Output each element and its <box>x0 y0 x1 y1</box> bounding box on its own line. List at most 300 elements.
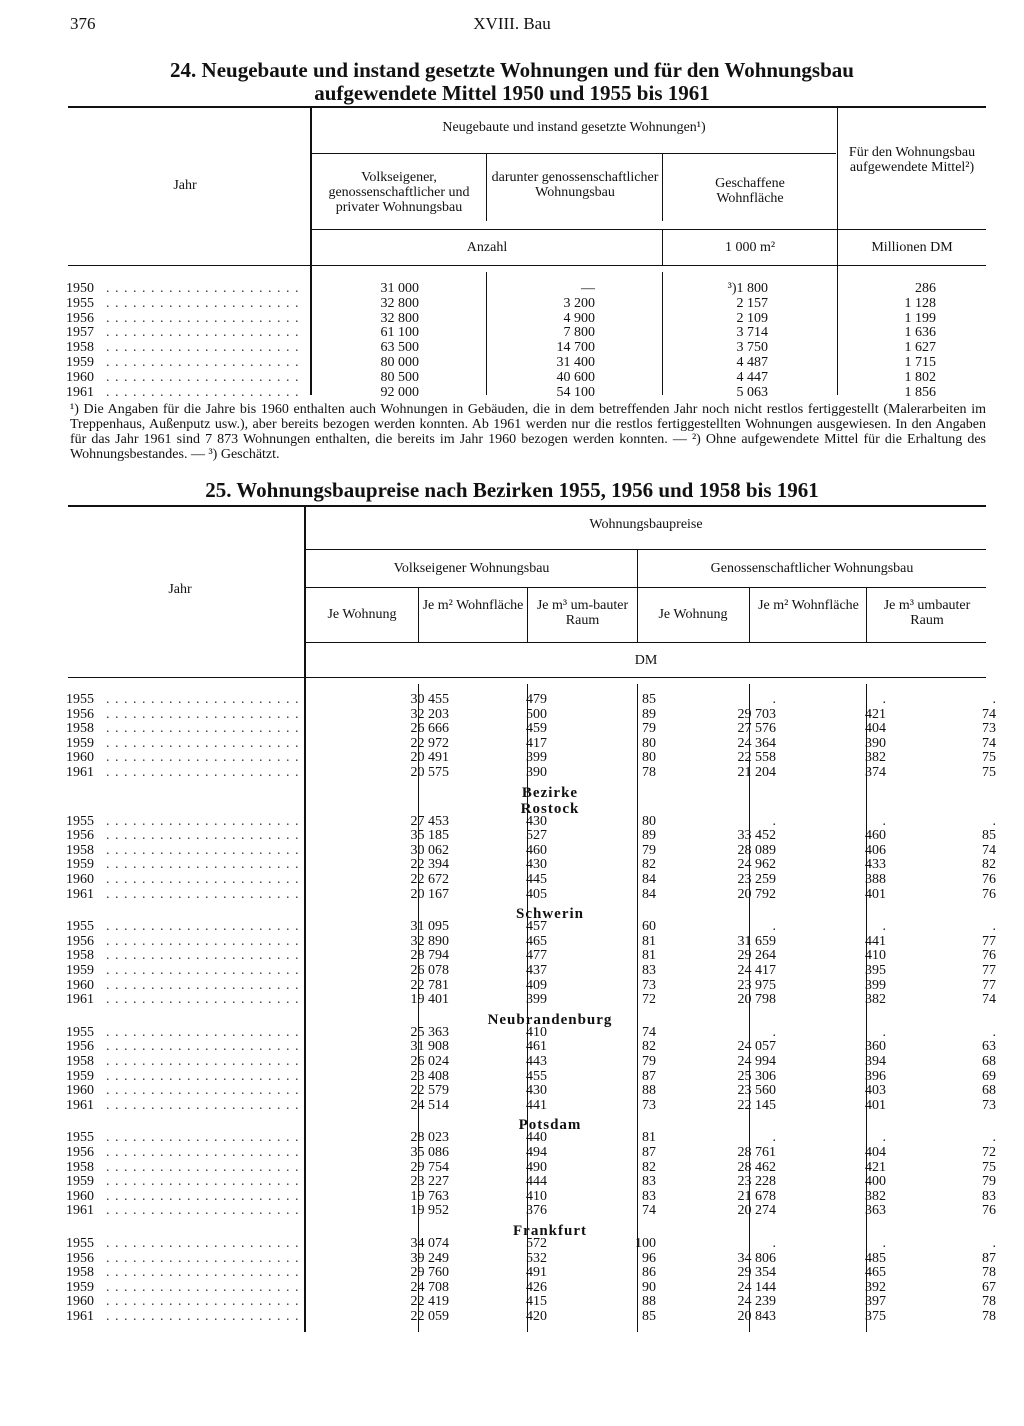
table-row <box>66 341 996 355</box>
value-cell: 1 856 <box>904 384 936 400</box>
value-cell: 404 <box>865 721 886 737</box>
value-cell: 80 <box>642 735 656 751</box>
table-row <box>66 920 996 934</box>
table-row <box>66 766 996 780</box>
value-cell: 85 <box>642 1309 656 1324</box>
value-cell: 73 <box>982 721 996 737</box>
leader-dots: . . . . . . . . . . . . . . . . . . . . . . <box>106 1203 300 1219</box>
value-cell: 23 560 <box>737 1083 776 1099</box>
table24-unit-rule2 <box>662 229 663 265</box>
table24-head-rule2 <box>662 153 663 221</box>
value-cell: 32 203 <box>410 706 449 722</box>
value-cell: 20 843 <box>737 1309 776 1324</box>
year-cell: 1961 <box>66 886 94 902</box>
value-cell: . <box>772 692 776 707</box>
leader-dots: . . . . . . . . . . . . . . . . . . . . . . <box>106 1097 300 1113</box>
year-cell: 1955 <box>66 813 94 829</box>
year-cell: 1961 <box>66 992 94 1008</box>
value-cell: 22 419 <box>410 1294 449 1310</box>
value-cell: 82 <box>642 1159 656 1175</box>
value-cell: 75 <box>982 765 996 780</box>
year-cell: 1958 <box>66 1054 94 1069</box>
table25-header-jahr: Jahr <box>168 582 192 597</box>
leader-dots: . . . . . . . . . . . . . . . . . . . . . . <box>106 706 300 722</box>
value-cell: 421 <box>865 706 886 722</box>
table-row <box>66 829 996 843</box>
value-cell: 500 <box>526 706 547 722</box>
value-cell: 430 <box>526 1083 547 1099</box>
value-cell: . <box>882 692 886 707</box>
table25-header-volk: Volkseigener Wohnungsbau <box>393 561 550 576</box>
table25-header-group: Wohnungsbaupreise <box>589 517 703 532</box>
value-cell: 72 <box>982 1145 996 1160</box>
table-row <box>66 1310 996 1324</box>
value-cell: 441 <box>865 933 886 949</box>
value-cell: 84 <box>642 886 656 902</box>
table24-unit-dm: Millionen DM <box>871 240 953 255</box>
table-row <box>66 708 996 722</box>
table-row <box>66 297 996 311</box>
leader-dots: . . . . . . . . . . . . . . . . . . . . . . <box>106 857 300 873</box>
leader-dots: . . . . . . . . . . . . . . . . . . . . . . <box>106 735 300 751</box>
leader-dots: . . . . . . . . . . . . . . . . . . . . . . <box>106 1174 300 1190</box>
value-cell: 79 <box>642 842 656 858</box>
table25-header-volk-m3: Je m³ um-bauter Raum <box>536 598 629 628</box>
chapter-title: XVIII. Bau <box>473 14 551 33</box>
value-cell: 78 <box>642 765 656 780</box>
value-cell: 20 167 <box>410 886 449 902</box>
value-cell: 375 <box>865 1309 886 1324</box>
value-cell: 376 <box>526 1203 547 1219</box>
value-cell: . <box>772 1130 776 1146</box>
value-cell: 22 781 <box>410 977 449 993</box>
value-cell: . <box>992 1130 996 1146</box>
value-cell: 78 <box>982 1294 996 1310</box>
value-cell: . <box>992 1024 996 1040</box>
table-row <box>66 979 996 993</box>
table-row <box>66 282 996 296</box>
value-cell: 360 <box>865 1039 886 1055</box>
value-cell: 20 575 <box>410 765 449 780</box>
year-cell: 1960 <box>66 872 94 887</box>
value-cell: 68 <box>982 1054 996 1069</box>
leader-dots: . . . . . . . . . . . . . . . . . . . . . . <box>106 1294 300 1310</box>
table25-header-gen: Genossenschaftlicher Wohnungsbau <box>710 561 914 576</box>
table-row <box>66 1131 996 1145</box>
value-cell: 24 514 <box>410 1097 449 1113</box>
table24-head-rule1 <box>486 153 487 221</box>
table25-unit-rule <box>306 642 986 643</box>
page-header <box>70 14 954 38</box>
value-cell: 410 <box>865 948 886 964</box>
year-cell: 1960 <box>66 1188 94 1204</box>
table25-header-gen-m3: Je m³ umbauter Raum <box>883 598 971 628</box>
table25-header-gen-m2: Je m² Wohnfläche <box>758 598 859 613</box>
year-cell: 1961 <box>66 1203 94 1219</box>
value-cell: 363 <box>865 1203 886 1219</box>
value-cell: . <box>882 813 886 829</box>
value-cell: 421 <box>865 1159 886 1175</box>
value-cell: 40 600 <box>556 369 595 385</box>
value-cell: 24 239 <box>737 1294 776 1310</box>
value-cell: 1 128 <box>904 295 936 311</box>
value-cell: 430 <box>526 857 547 873</box>
table25-header-gen-jw: Je Wohnung <box>658 607 728 622</box>
value-cell: 100 <box>635 1236 656 1251</box>
value-cell: 3 714 <box>736 325 768 341</box>
value-cell: 86 <box>642 1265 656 1281</box>
value-cell: 1 199 <box>904 310 936 326</box>
value-cell: 31 000 <box>380 281 419 296</box>
value-cell: 73 <box>982 1097 996 1113</box>
value-cell: 415 <box>526 1294 547 1310</box>
value-cell: 78 <box>982 1309 996 1324</box>
value-cell: 30 455 <box>410 692 449 707</box>
value-cell: 30 062 <box>410 842 449 858</box>
value-cell: 34 074 <box>410 1236 449 1251</box>
table-row <box>66 1237 996 1251</box>
leader-dots: . . . . . . . . . . . . . . . . . . . . . . <box>106 1250 300 1266</box>
value-cell: 22 558 <box>737 750 776 766</box>
value-cell: 77 <box>982 977 996 993</box>
table-row <box>66 1295 996 1309</box>
year-cell: 1958 <box>66 1265 94 1281</box>
year-cell: 1958 <box>66 842 94 858</box>
table24-header-jahr: Jahr <box>173 178 197 193</box>
value-cell: 420 <box>526 1309 547 1324</box>
value-cell: 26 078 <box>410 963 449 978</box>
value-cell: 22 579 <box>410 1083 449 1099</box>
value-cell: 22 145 <box>737 1097 776 1113</box>
table24-unit-anzahl: Anzahl <box>466 240 508 255</box>
value-cell: 24 364 <box>737 735 776 751</box>
value-cell: 32 800 <box>380 310 419 326</box>
table24-header-c1: Volkseigener, genossenschaftlicher und privater Wohnungsbau <box>328 170 470 215</box>
year-cell: 1959 <box>66 1068 94 1084</box>
year-cell: 1961 <box>66 765 94 780</box>
table24-top-rule <box>68 106 986 108</box>
value-cell: 26 024 <box>410 1054 449 1069</box>
value-cell: — <box>581 281 595 296</box>
value-cell: 73 <box>642 977 656 993</box>
table25-head-bottom-rule <box>68 677 986 678</box>
year-cell: 1961 <box>66 1309 94 1324</box>
table25-title: 25. Wohnungsbaupreise nach Bezirken 1955, 1956 und 1958 bis 1961 <box>205 478 819 502</box>
value-cell: . <box>772 1236 776 1251</box>
value-cell: 77 <box>982 963 996 978</box>
table25-unit: DM <box>634 653 658 668</box>
leader-dots: . . . . . . . . . . . . . . . . . . . . . . <box>106 1236 300 1251</box>
table25-sub-rule <box>306 587 986 588</box>
value-cell: 494 <box>526 1145 547 1160</box>
value-cell: 445 <box>526 872 547 887</box>
leader-dots: . . . . . . . . . . . . . . . . . . . . . . <box>106 384 300 400</box>
value-cell: 74 <box>642 1024 656 1040</box>
value-cell: 395 <box>865 963 886 978</box>
value-cell: 29 754 <box>410 1159 449 1175</box>
value-cell: 27 453 <box>410 813 449 829</box>
value-cell: 23 227 <box>410 1174 449 1190</box>
table25-body-rule-e <box>866 684 867 1332</box>
value-cell: 20 491 <box>410 750 449 766</box>
value-cell: 479 <box>526 692 547 707</box>
value-cell: 92 000 <box>380 384 419 400</box>
value-cell: 437 <box>526 963 547 978</box>
leader-dots: . . . . . . . . . . . . . . . . . . . . . . <box>106 369 300 385</box>
value-cell: 4 447 <box>736 369 768 385</box>
leader-dots: . . . . . . . . . . . . . . . . . . . . . . <box>106 933 300 949</box>
year-cell: 1960 <box>66 1083 94 1099</box>
year-cell: 1956 <box>66 1145 94 1160</box>
value-cell: 74 <box>982 735 996 751</box>
value-cell: 34 806 <box>737 1250 776 1266</box>
value-cell: 374 <box>865 765 886 780</box>
leader-dots: . . . . . . . . . . . . . . . . . . . . . . <box>106 750 300 766</box>
table-row <box>66 1204 996 1218</box>
value-cell: 28 794 <box>410 948 449 964</box>
value-cell: 461 <box>526 1039 547 1055</box>
value-cell: 410 <box>526 1188 547 1204</box>
year-cell: 1958 <box>66 948 94 964</box>
value-cell: 74 <box>982 992 996 1008</box>
value-cell: 60 <box>642 919 656 935</box>
leader-dots: . . . . . . . . . . . . . . . . . . . . . . <box>106 325 300 341</box>
leader-dots: . . . . . . . . . . . . . . . . . . . . . . <box>106 1159 300 1175</box>
table-row <box>66 1099 996 1113</box>
leader-dots: . . . . . . . . . . . . . . . . . . . . . . <box>106 1188 300 1204</box>
value-cell: 2 109 <box>736 310 768 326</box>
value-cell: 87 <box>982 1250 996 1266</box>
leader-dots: . . . . . . . . . . . . . . . . . . . . . . <box>106 1145 300 1160</box>
leader-dots: . . . . . . . . . . . . . . . . . . . . . . <box>106 721 300 737</box>
table-row <box>66 386 996 400</box>
table25-top-rule <box>68 505 986 507</box>
year-cell: 1961 <box>66 1097 94 1113</box>
value-cell: 23 228 <box>737 1174 776 1190</box>
table-row <box>66 326 996 340</box>
table-row <box>66 1146 996 1160</box>
value-cell: 399 <box>526 992 547 1008</box>
value-cell: 390 <box>865 735 886 751</box>
year-cell: 1955 <box>66 1024 94 1040</box>
value-cell: . <box>772 919 776 935</box>
value-cell: 460 <box>865 828 886 844</box>
year-cell: 1959 <box>66 1279 94 1295</box>
value-cell: 404 <box>865 1145 886 1160</box>
value-cell: 83 <box>642 1188 656 1204</box>
value-cell: 87 <box>642 1145 656 1160</box>
value-cell: 1 627 <box>904 340 936 356</box>
bezirk-heading: Schwerin <box>516 906 584 923</box>
bezirk-heading: Neubrandenburg <box>487 1011 613 1028</box>
table-row <box>66 993 996 1007</box>
value-cell: 23 259 <box>737 872 776 887</box>
value-cell: 20 274 <box>737 1203 776 1219</box>
value-cell: 388 <box>865 872 886 887</box>
value-cell: 80 <box>642 813 656 829</box>
value-cell: 24 057 <box>737 1039 776 1055</box>
value-cell: 400 <box>865 1174 886 1190</box>
value-cell: 403 <box>865 1083 886 1099</box>
value-cell: 85 <box>982 828 996 844</box>
year-cell: 1960 <box>66 1294 94 1310</box>
value-cell: 68 <box>982 1083 996 1099</box>
value-cell: 74 <box>642 1203 656 1219</box>
table-row <box>66 964 996 978</box>
value-cell: . <box>992 919 996 935</box>
table24-footnote: ¹) Die Angaben für die Jahre bis 1960 enthalten auch Wohnungen in Gebäuden, die in dem betreffenden Jahr noch nicht restlos fertiggestellt (Malerarbeiten im Treppenhaus, Außenputz usw.), aber bereits bezogen werden konnten. Ab 1961 werden nur die restlos fertiggestellten Wohnungen ausgewiesen. In den Angaben für das Jahr 1961 sind 7 873 Wohnungen enthalten, die bereits im Jahr 1960 bezogen werden konnten. — ²) Ohne aufgewendete Mittel für die Erhaltung des Wohnungsbestandes. — ³) Geschätzt. <box>70 402 986 462</box>
table-row <box>66 844 996 858</box>
value-cell: 87 <box>642 1068 656 1084</box>
table-row <box>66 1161 996 1175</box>
value-cell: . <box>772 1024 776 1040</box>
value-cell: 32 890 <box>410 933 449 949</box>
table-row <box>66 312 996 326</box>
table-row <box>66 751 996 765</box>
value-cell: 396 <box>865 1068 886 1084</box>
value-cell: 81 <box>642 933 656 949</box>
value-cell: 401 <box>865 886 886 902</box>
value-cell: 477 <box>526 948 547 964</box>
value-cell: 22 059 <box>410 1309 449 1324</box>
value-cell: 444 <box>526 1174 547 1190</box>
value-cell: 79 <box>642 1054 656 1069</box>
value-cell: 28 023 <box>410 1130 449 1146</box>
value-cell: 39 249 <box>410 1250 449 1266</box>
leader-dots: . . . . . . . . . . . . . . . . . . . . . . <box>106 1130 300 1146</box>
year-cell: 1959 <box>66 1174 94 1190</box>
leader-dots: . . . . . . . . . . . . . . . . . . . . . . <box>106 1054 300 1069</box>
value-cell: . <box>882 1024 886 1040</box>
value-cell: . <box>992 813 996 829</box>
leader-dots: . . . . . . . . . . . . . . . . . . . . . . <box>106 872 300 887</box>
value-cell: 32 800 <box>380 295 419 311</box>
leader-dots: . . . . . . . . . . . . . . . . . . . . . . <box>106 765 300 780</box>
leader-dots: . . . . . . . . . . . . . . . . . . . . . . <box>106 919 300 935</box>
value-cell: 88 <box>642 1294 656 1310</box>
value-cell: 83 <box>642 1174 656 1190</box>
value-cell: 24 708 <box>410 1279 449 1295</box>
value-cell: 399 <box>526 750 547 766</box>
value-cell: 440 <box>526 1130 547 1146</box>
table-row <box>66 935 996 949</box>
value-cell: 23 408 <box>410 1068 449 1084</box>
table-row <box>66 1190 996 1204</box>
table-row <box>66 1084 996 1098</box>
value-cell: 73 <box>642 1097 656 1113</box>
value-cell: 24 962 <box>737 857 776 873</box>
table-row <box>66 1281 996 1295</box>
year-cell: 1956 <box>66 1250 94 1266</box>
value-cell: 76 <box>982 886 996 902</box>
leader-dots: . . . . . . . . . . . . . . . . . . . . . . <box>106 310 300 326</box>
value-cell: 286 <box>915 281 936 296</box>
value-cell: 22 672 <box>410 872 449 887</box>
year-cell: 1955 <box>66 1130 94 1146</box>
value-cell: 3 750 <box>736 340 768 356</box>
table-row <box>66 722 996 736</box>
value-cell: 35 086 <box>410 1145 449 1160</box>
value-cell: 406 <box>865 842 886 858</box>
value-cell: 31 659 <box>737 933 776 949</box>
value-cell: 409 <box>526 977 547 993</box>
value-cell: 382 <box>865 992 886 1008</box>
year-cell: 1956 <box>66 828 94 844</box>
value-cell: 90 <box>642 1279 656 1295</box>
value-cell: 23 975 <box>737 977 776 993</box>
value-cell: 31 400 <box>556 355 595 370</box>
year-cell: 1960 <box>66 977 94 993</box>
table25-group-rule <box>306 549 986 550</box>
value-cell: 74 <box>982 706 996 722</box>
value-cell: 460 <box>526 842 547 858</box>
value-cell: 405 <box>526 886 547 902</box>
leader-dots: . . . . . . . . . . . . . . . . . . . . . . <box>106 813 300 829</box>
value-cell: 392 <box>865 1279 886 1295</box>
year-cell: 1959 <box>66 735 94 751</box>
value-cell: 401 <box>865 1097 886 1113</box>
leader-dots: . . . . . . . . . . . . . . . . . . . . . . <box>106 692 300 707</box>
value-cell: 29 354 <box>737 1265 776 1281</box>
value-cell: 410 <box>526 1024 547 1040</box>
year-cell: 1959 <box>66 857 94 873</box>
value-cell: 79 <box>642 721 656 737</box>
table25-header-volk-jw: Je Wohnung <box>327 607 397 622</box>
value-cell: 491 <box>526 1265 547 1281</box>
year-cell: 1958 <box>66 340 94 356</box>
year-cell: 1959 <box>66 963 94 978</box>
value-cell: ³)1 800 <box>727 281 768 296</box>
value-cell: 426 <box>526 1279 547 1295</box>
table25-head-rule-d <box>749 587 750 642</box>
value-cell: 61 100 <box>380 325 419 341</box>
value-cell: 81 <box>642 948 656 964</box>
bezirk-heading: Rostock <box>520 800 580 817</box>
bezirk-heading: Frankfurt <box>513 1223 587 1239</box>
value-cell: 382 <box>865 750 886 766</box>
value-cell: 2 157 <box>736 295 768 311</box>
year-cell: 1955 <box>66 1236 94 1251</box>
value-cell: 527 <box>526 828 547 844</box>
table-row <box>66 1026 996 1040</box>
year-cell: 1958 <box>66 1159 94 1175</box>
value-cell: 27 576 <box>737 721 776 737</box>
value-cell: 63 500 <box>380 340 419 356</box>
value-cell: 82 <box>642 1039 656 1055</box>
table-row <box>66 815 996 829</box>
leader-dots: . . . . . . . . . . . . . . . . . . . . . . <box>106 886 300 902</box>
value-cell: 80 500 <box>380 369 419 385</box>
value-cell: 85 <box>642 692 656 707</box>
value-cell: 63 <box>982 1039 996 1055</box>
leader-dots: . . . . . . . . . . . . . . . . . . . . . . <box>106 948 300 964</box>
value-cell: 532 <box>526 1250 547 1266</box>
value-cell: 20 798 <box>737 992 776 1008</box>
value-cell: 81 <box>642 1130 656 1146</box>
value-cell: 78 <box>982 1265 996 1281</box>
value-cell: 1 636 <box>904 325 936 341</box>
value-cell: 397 <box>865 1294 886 1310</box>
leader-dots: . . . . . . . . . . . . . . . . . . . . . . <box>106 977 300 993</box>
value-cell: 24 144 <box>737 1279 776 1295</box>
page-number: 376 <box>70 14 96 33</box>
value-cell: 20 792 <box>737 886 776 902</box>
leader-dots: . . . . . . . . . . . . . . . . . . . . . . <box>106 828 300 844</box>
value-cell: 79 <box>982 1174 996 1190</box>
value-cell: 28 089 <box>737 842 776 858</box>
table25-head-rule-e <box>866 587 867 642</box>
value-cell: 22 394 <box>410 857 449 873</box>
